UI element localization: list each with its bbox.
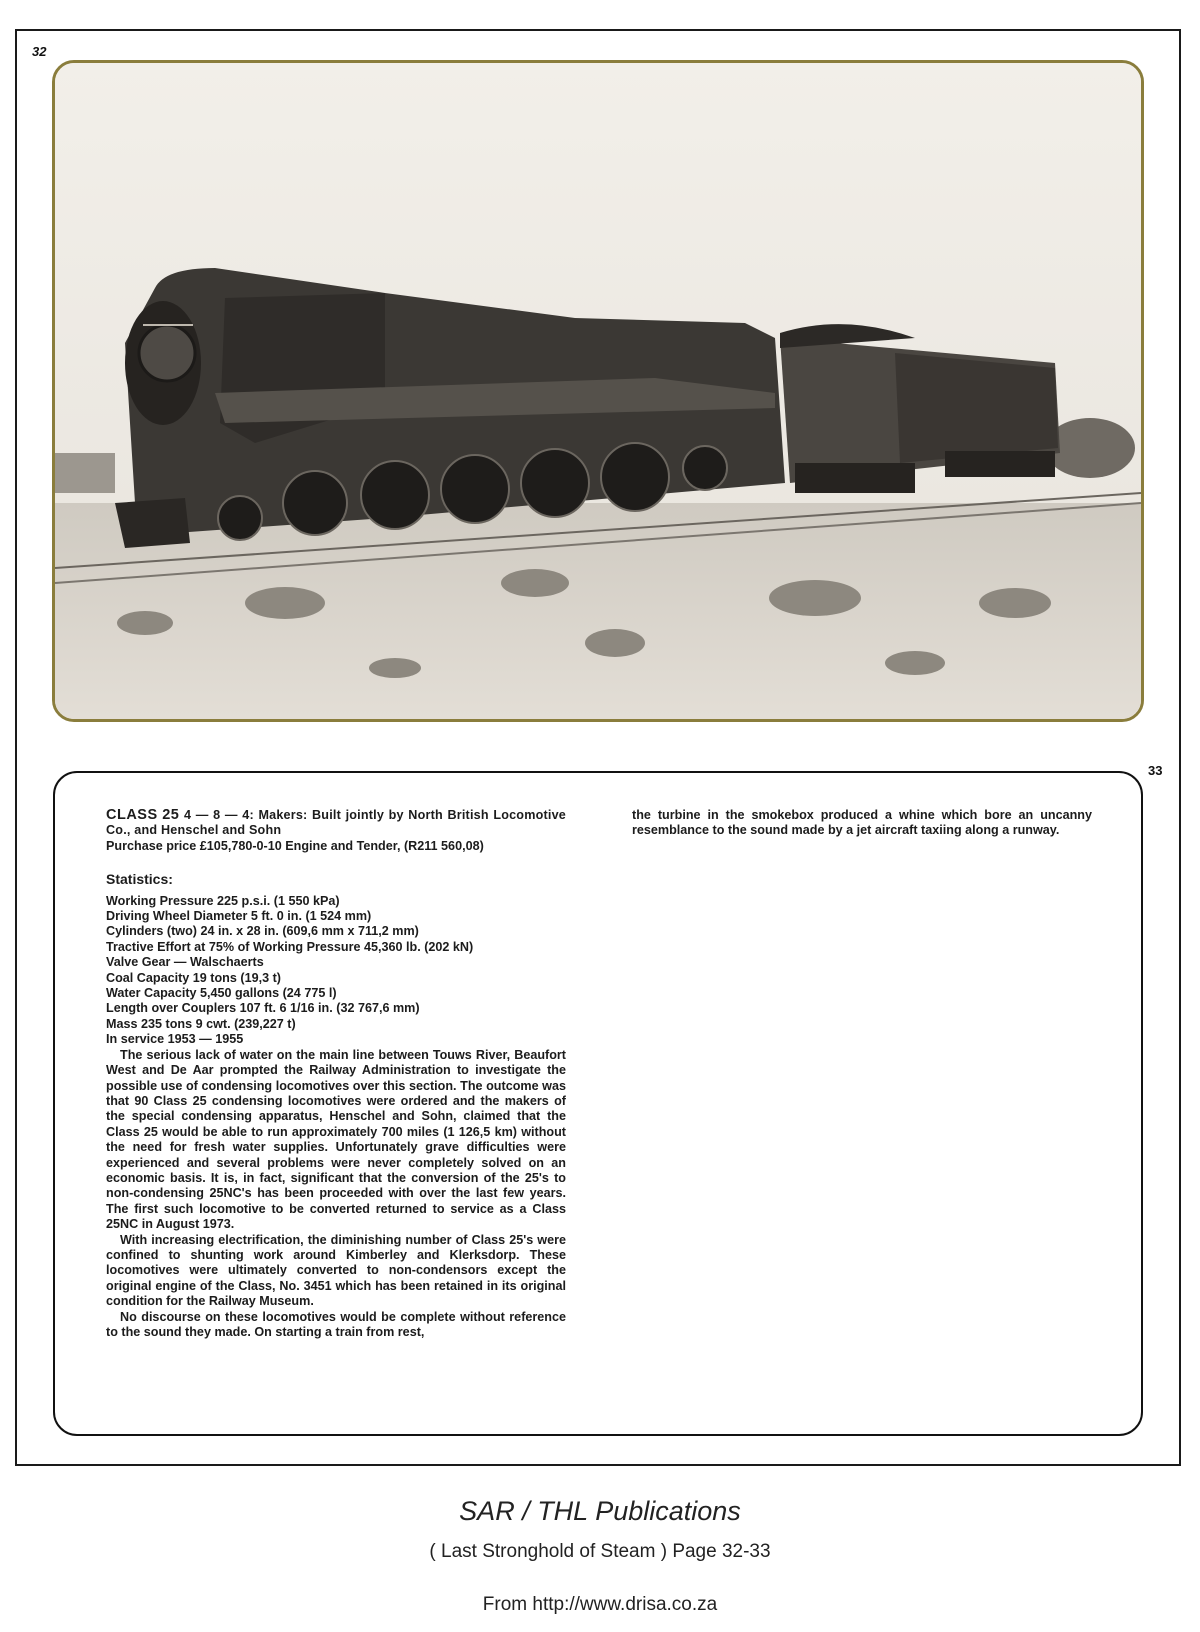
page-number-left: 32	[32, 44, 47, 59]
footer-page-ref: ( Last Stronghold of Steam ) Page 32-33	[429, 1541, 771, 1562]
stat-line: Coal Capacity 19 tons (19,3 t)	[106, 970, 281, 985]
statistics-heading: Statistics:	[106, 871, 173, 888]
stat-line: Water Capacity 5,450 gallons (24 775 l)	[106, 986, 337, 1001]
footer-title: SAR / THL Publications	[459, 1496, 741, 1526]
body-paragraph: No discourse on these locomotives would be complete without reference to the sound they made. On starting a train from rest,	[106, 1309, 566, 1339]
class-label: CLASS	[106, 807, 158, 823]
body-paragraph: The serious lack of water on the main line between Touws River, Beaufort West and De Aar prompted the Railway Administration to investigate the possible use of condensing locomotives over this section. The outcome was that 90 Class 25 condensing locomotives were ordered and the makers of the special condensing apparatus, Henschel and Sohn, claimed that the Class 25 would be able to run approximately 700 miles (1 126,5 km) without the need for fresh water supplies. Unfortunately grave difficulties were experienced and several problems were never completely solved on an economic basis. It is, in fact, significant that the conversion of the 25's to non-condensing 25NC's has been proceeded with over the last few years. The first such locomotive to be converted returned to service as a Class 25NC in August 1973.	[106, 1047, 566, 1232]
stat-line: Length over Couplers 107 ft. 6 1/16 in. (32 767,6 mm)	[106, 1001, 420, 1016]
class-number: 25	[162, 807, 180, 823]
footer-source: From http://www.drisa.co.za	[482, 1594, 718, 1615]
stat-line: In service 1953 — 1955	[106, 1032, 244, 1047]
text-column-left	[106, 808, 566, 1340]
body-paragraph: the turbine in the smokebox produced a whine which bore an uncanny resemblance to the sound made by a jet aircraft taxiing along a runway.	[632, 808, 1092, 838]
stat-line: Cylinders (two) 24 in. x 28 in. (609,6 mm x 711,2 mm)	[106, 924, 419, 939]
body-paragraph: With increasing electrification, the diminishing number of Class 25's were confined to shunting work around Kimberley and Klerksdorp. These locomotives were ultimately converted to non-condensors except the original engine of the Class, No. 3451 which has been retained in its original condition for the Railway Museum.	[106, 1232, 566, 1309]
makers-text: Makers: Built jointly by North British Locomotive Co., and Henschel and Sohn	[106, 808, 566, 838]
stat-line: Driving Wheel Diameter 5 ft. 0 in. (1 524 mm)	[106, 909, 372, 924]
stat-line: Tractive Effort at 75% of Working Pressure 45,360 lb. (202 kN)	[106, 939, 474, 954]
stat-line: Valve Gear — Walschaerts	[106, 955, 264, 970]
locomotive-photo	[52, 60, 1144, 722]
stat-line: Mass 235 tons 9 cwt. (239,227 t)	[106, 1016, 296, 1031]
text-column-right	[632, 808, 1092, 839]
stat-line: Working Pressure 225 p.s.i. (1 550 kPa)	[106, 893, 340, 908]
wheel-arrangement: 4 — 8 — 4:	[183, 808, 254, 822]
purchase-price: Purchase price £105,780-0-10 Engine and Tender, (R211 560,08)	[106, 838, 484, 853]
page-number-right: 33	[1148, 763, 1163, 778]
class-header	[106, 808, 566, 839]
